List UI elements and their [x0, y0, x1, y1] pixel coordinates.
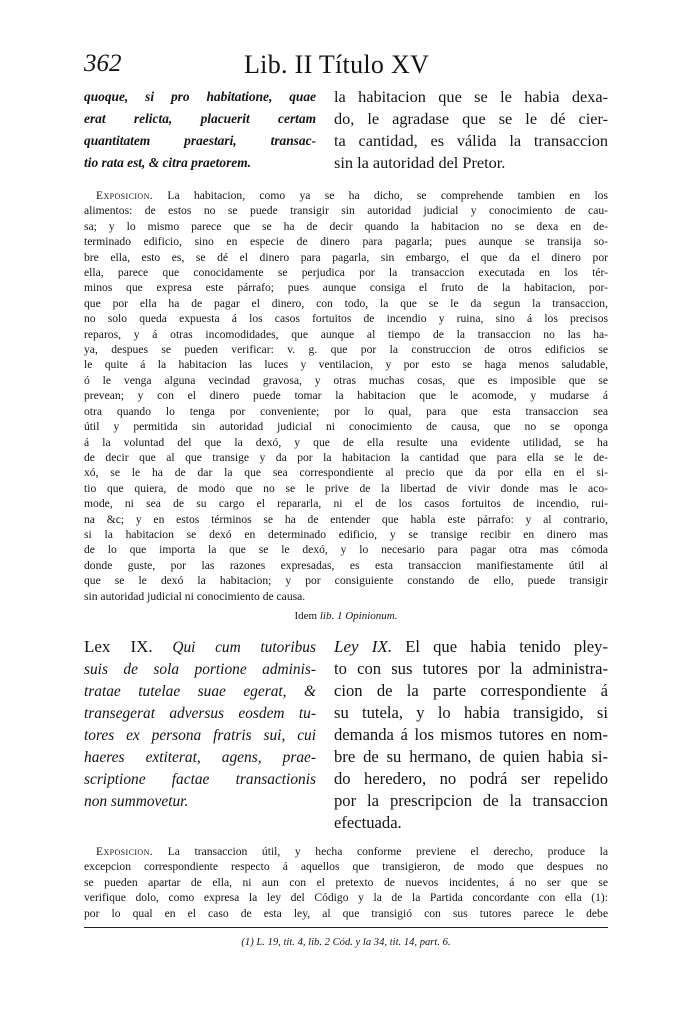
text-line: bre ella, esto es, se dé el dinero para pagarla, sin embargo, el que da el dinero por	[84, 250, 608, 264]
text-line: de decir que al que transige y da por la habitacion la cantidad que para ella se le de-	[84, 450, 608, 464]
text-line: ya, despues se pueden verificar: v. g. que por la construccion de otros edificios se	[84, 343, 608, 357]
text-line: por la prescripcion de la transaccion	[334, 790, 608, 810]
text-line: transegerat adversus eosdem tu-	[84, 704, 316, 722]
text-line: que se le dexó la habitacion; y por consiguiente constando de ello, puede transigir	[84, 574, 608, 588]
latin-column	[84, 86, 316, 174]
text-line: su tutela, y lo habia transigido, si	[334, 702, 608, 722]
text-line: otra quando lo tenga por conveniente; por lo qual, para que esta transaccion sea	[84, 404, 608, 418]
running-head	[84, 50, 608, 84]
spanish-column	[334, 636, 608, 834]
spanish-line: ta cantidad, es válida la transaccion	[334, 131, 608, 150]
commentary-1	[84, 188, 608, 604]
exposition-label: Exposicion.	[96, 844, 154, 858]
text-line: do heredero, no podrá ser repelido	[334, 768, 608, 788]
text-line: tio que quiera, de modo que no se le prive de la libertad de vivir donde mas le aco-	[84, 481, 608, 495]
commentary-text: La habitacion, como ya se ha dicho, se comprehende tambien en los	[167, 189, 608, 202]
page-number: 362	[84, 50, 122, 77]
text-line: á la voluntad del que la dexó, y que de ella resulte una evidente utilidad, se ha	[84, 435, 608, 449]
text-line: ó le venga alguna vecindad gravosa, y otras muchas cosas, que es imposible que se	[84, 373, 608, 387]
text-line: por lo qual en el caso de esta ley, al que transigió con sus tutores parece le debe	[84, 906, 608, 920]
text-line: ella, parece que conocidamente se perjudica por la transaccion executada en los tér-	[84, 266, 608, 280]
spanish-lines	[334, 658, 608, 834]
text-line: si la habitacion se dexó en determinado edificio, y se transige recibir en dinero mas	[84, 527, 608, 541]
text-line: xó, se le ha de dar la que sea correspondiente al precio que da por ella en el si-	[84, 466, 608, 480]
parallel-text-block-1	[84, 86, 608, 174]
spanish-line: la habitacion que se le habia dexa-	[334, 87, 608, 106]
text-line: donde guste, por las razones expresadas, es esta transaccion manifiestamente útil al	[84, 558, 608, 572]
commentary-2	[84, 844, 608, 921]
latin-line: erat relicta, placuerit certam	[84, 111, 316, 126]
text-line: demanda á los mismos tutores en nom-	[334, 724, 608, 744]
latin-first-line	[84, 636, 316, 659]
spanish-first-line	[334, 636, 608, 658]
latin-line: Qui cum tutoribus	[172, 638, 316, 656]
lex-heading: Lex IX.	[84, 636, 153, 656]
text-line: sa; y lo mismo parece que se ha de decir quando la habitacion no se dexa en de-	[84, 219, 608, 233]
text-line: minos que expresa este párrafo; pues aunque consiga el fruto de la habitacion, por-	[84, 281, 608, 295]
text-line: na &c; y en estos términos se ha de entender que habla este párrafo: y al contrario,	[84, 512, 608, 526]
latin-line: quantitatem praestari, transac-	[84, 133, 316, 148]
text-line: reparos, y á otras incomodidades, que aunque al tiempo de la transaccion no las ha-	[84, 327, 608, 341]
spanish-line: sin la autoridad del Pretor.	[334, 153, 506, 172]
text-line: tratae tutelae suae egerat, &	[84, 682, 316, 700]
commentary-text: La transaccion útil, y hecha conforme previene el derecho, produce la	[167, 844, 608, 858]
latin-line: quoque, si pro habitatione, quae	[84, 89, 316, 104]
text-line: se pueden apartar de ella, ni aun con el pretexto de nuevos incidentes, á no ser que se	[84, 875, 608, 889]
text-line: mode, ni sea de su cargo el repararla, ni el de los casos fortuitos de incendio, rui-	[84, 497, 608, 511]
text-line: efectuada.	[334, 812, 402, 832]
latin-lines	[84, 659, 316, 813]
text-line: verifique dolo, como expresa la ley del Código y la de la Partida concordante con ella (1):	[84, 891, 608, 905]
footnote-rule	[84, 927, 608, 928]
text-line: to con sus tutores por la administra-	[334, 658, 608, 678]
text-line: alimentos: de estos no se puede transigir sin autoridad judicial y conocimiento de cau-	[84, 204, 608, 218]
source-idem: Idem	[294, 609, 318, 622]
text-line: no solo queda expuesta á los casos fortuitos de incendio y ruina, sino á los precisos	[84, 312, 608, 326]
source-citation	[84, 610, 608, 622]
text-line: le quite á la habitacion las luces y ventilacion, y por esto se haga menos saludable,	[84, 358, 608, 372]
text-line: útil y permitida sin autoridad judicial ni conocimiento de causa, que no se oponga	[84, 420, 608, 434]
exposition-label: Exposicion.	[96, 189, 154, 202]
latin-column	[84, 636, 316, 834]
text-line: haeres extiterat, agens, prae-	[84, 748, 316, 766]
running-title: Lib. II Título XV	[244, 50, 430, 79]
text-line: non summovetur.	[84, 792, 189, 810]
text-line: cion de la parte correspondiente á	[334, 680, 608, 700]
spanish-line: do, le agradase que se le dé cier-	[334, 109, 608, 128]
text-line: excepcion correspondiente respecto á aquellos que transigieron, de modo que despues no	[84, 860, 608, 874]
text-line: suis de sola portione adminis-	[84, 660, 316, 678]
text-line: prevean; y con el dinero puede tomar la habitacion que le acomode, y mudarse á	[84, 389, 608, 403]
source-lib: lib. 1 Opinionum.	[319, 609, 398, 622]
text-line: que por ella ha de pagar el dinero, con todo, la que se le da segun la transaccion,	[84, 296, 608, 310]
commentary-first-line	[84, 188, 608, 203]
text-line: sin autoridad judicial ni conocimiento de causa.	[84, 589, 306, 603]
parallel-text-block-2	[84, 636, 608, 834]
text-line: terminado edificio, sino en especie de dinero para pagarla; pues aunque se transija so-	[84, 235, 608, 249]
footnote: (1) L. 19, tit. 4, lib. 2 Cód. y la 34, tit. 14, part. 6.	[241, 937, 451, 948]
text-line: tores ex persona fratris sui, cui	[84, 726, 316, 744]
text-line: de lo que importa la que se le dexó, y lo necesario para pagar otra mas cómoda	[84, 543, 608, 557]
text-line: scriptione factae transactionis	[84, 770, 316, 788]
ley-heading: Ley IX.	[334, 636, 393, 656]
book-page	[84, 50, 608, 948]
text-line: bre de su hermano, de quien habia si-	[334, 746, 608, 766]
commentary-lines	[84, 203, 608, 604]
spanish-column	[334, 86, 608, 174]
latin-line: tio rata est, & citra praetorem.	[84, 155, 252, 170]
spanish-line: El que habia tenido pley-	[405, 636, 608, 656]
commentary-lines	[84, 859, 608, 921]
commentary-first-line	[84, 844, 608, 859]
